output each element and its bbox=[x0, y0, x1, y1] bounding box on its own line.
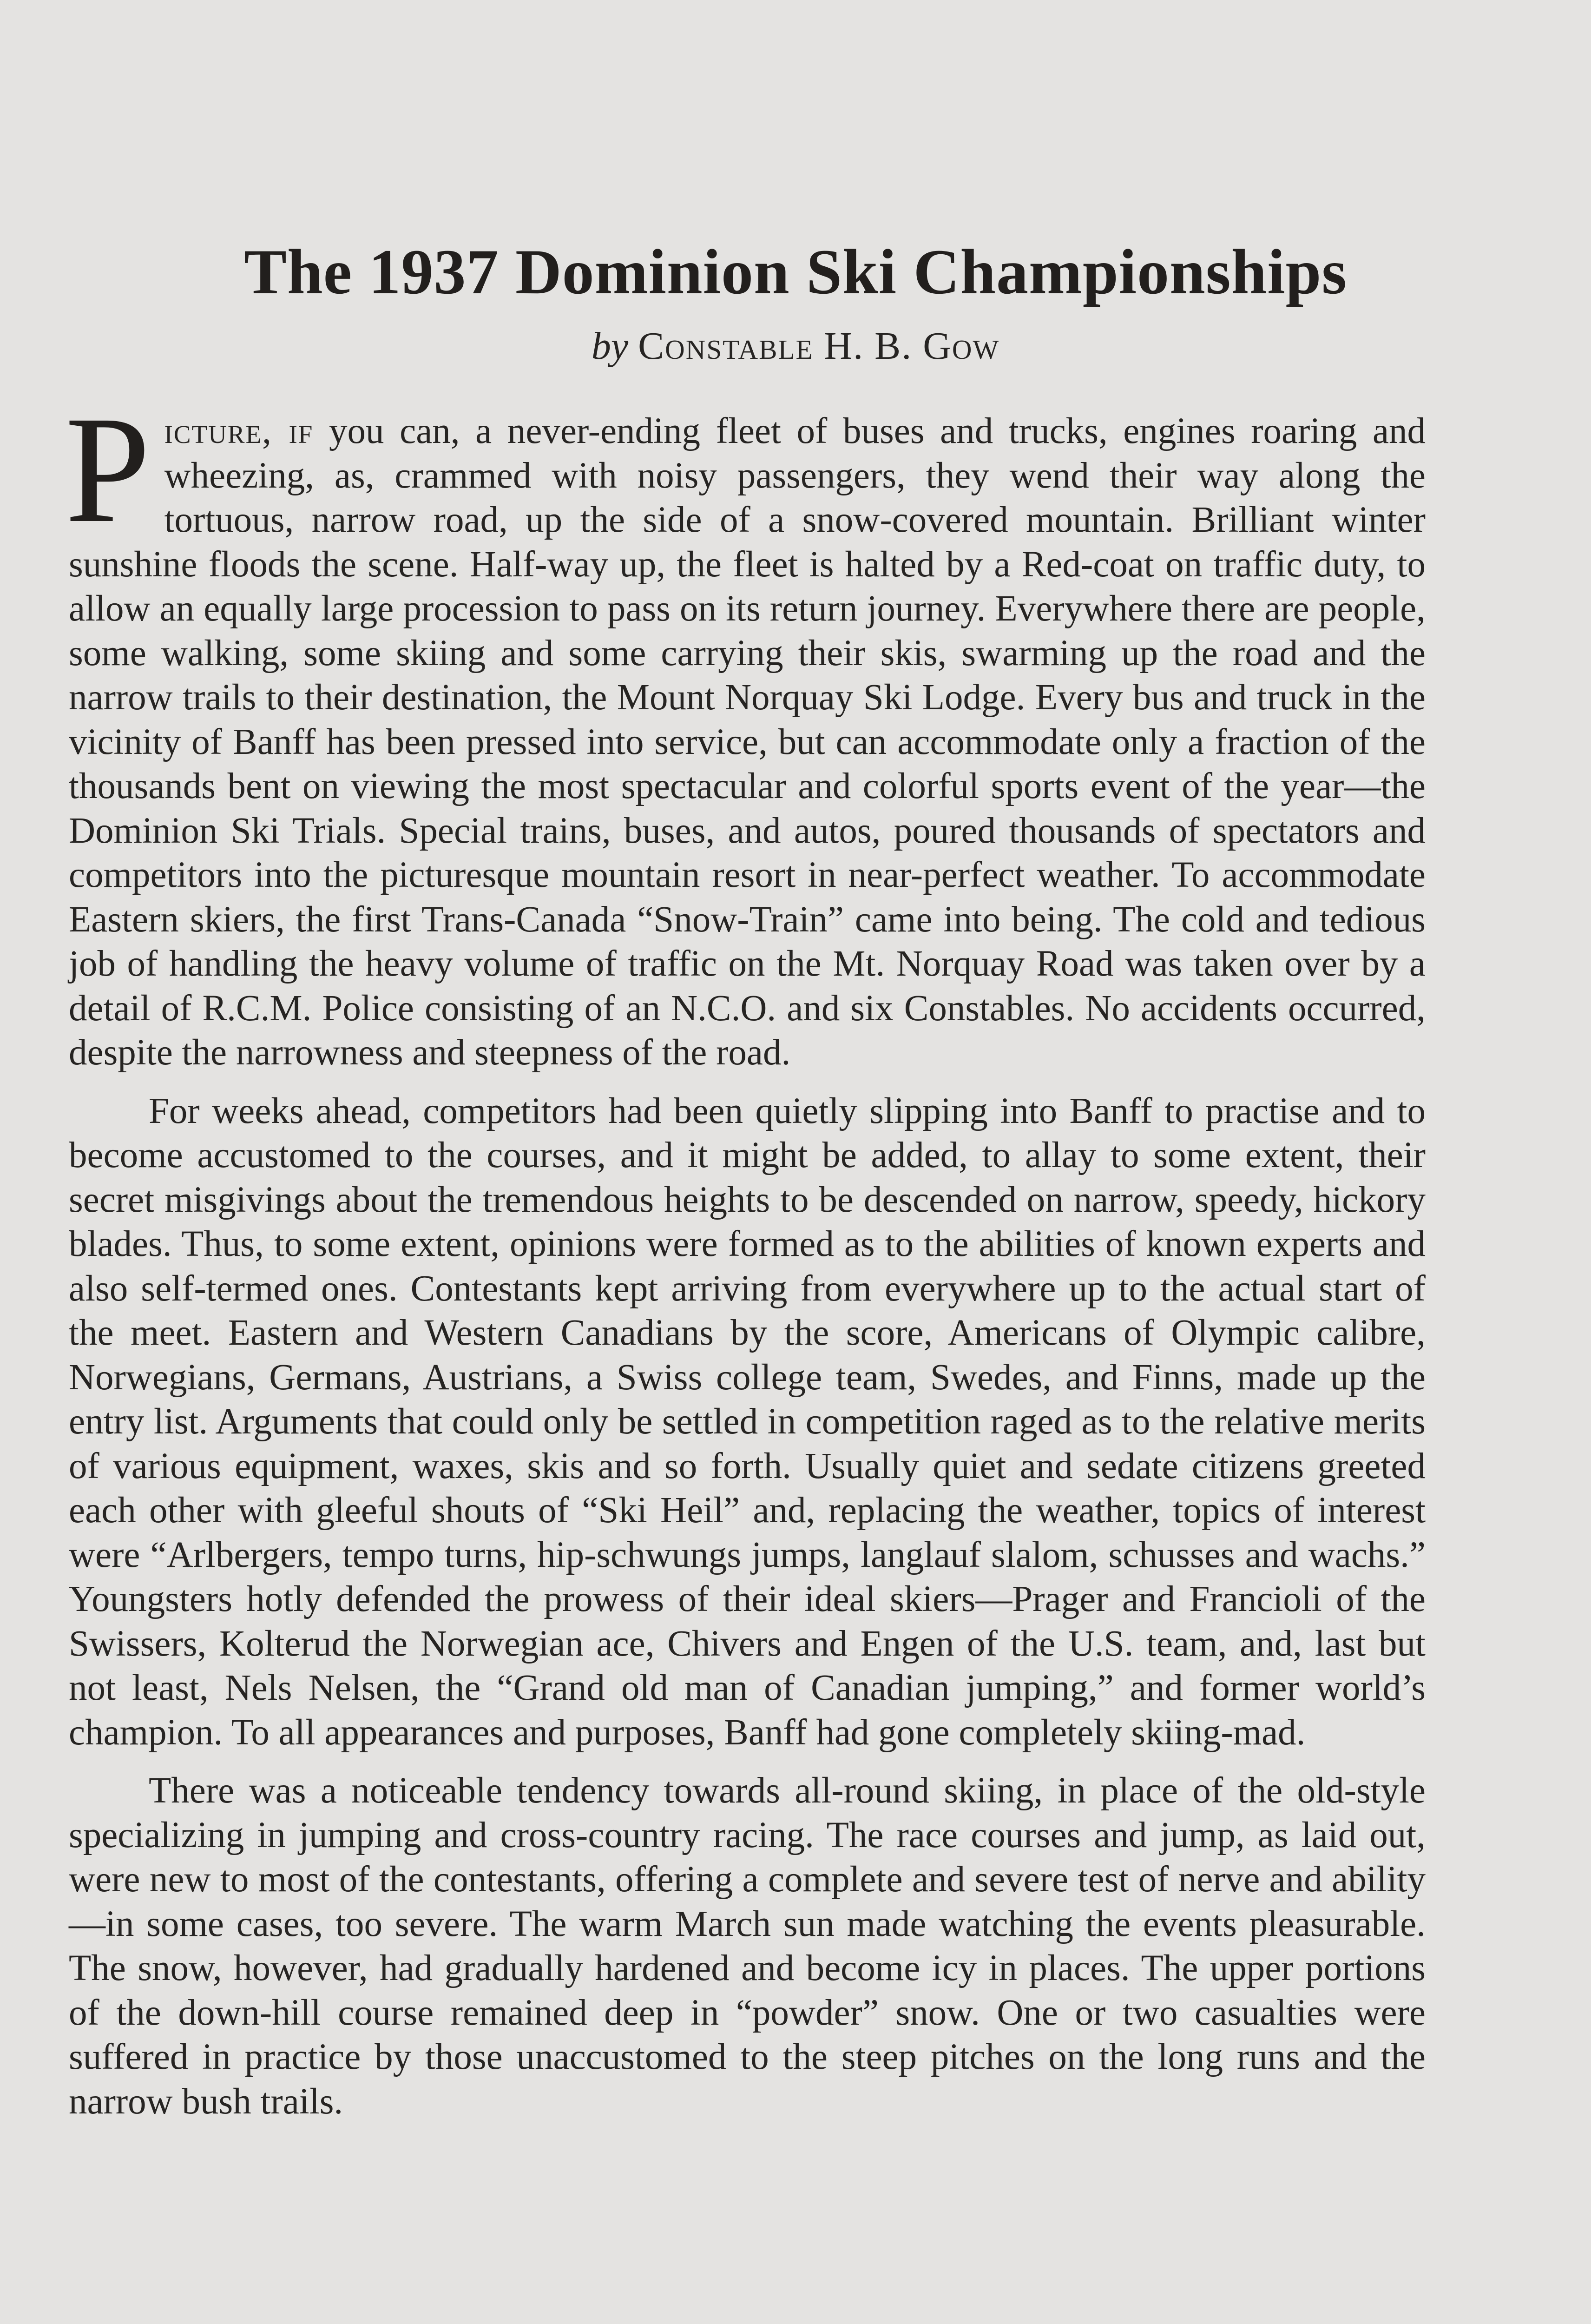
paragraph-1-text: you can, a never-ending fleet of buses and trucks, engines roaring and wheezing, as, crammed with noisy passengers, they wend their way along the tortuous, narrow road, up the side of a snow-covered mountain. Brilliant winter sunshine floods the scene. Half-way up, the fleet is halted by a Red-coat on traffic duty, to allow an equally large procession to pass on its return journey. Everywhere there are people, some walking, some skiing and some carrying their skis, swarming up the road and the narrow trails to their destination, the Mount Norquay Ski Lodge. Every bus and truck in the vicinity of Banff has been pressed into service, but can accommodate only a fraction of the thousands bent on viewing the most spectacular and colorful sports event of the year—the Dominion Ski Trials. Special trains, buses, and autos, poured thousands of spectators and competitors into the picturesque mountain resort in near-perfect weather. To accommodate Eastern skiers, the first Trans-Canada “Snow-Train” came into being. The cold and tedious job of handling the heavy volume of traffic on the Mt. Norquay Road was taken over by a detail of R.C.M. Police consisting of an N.C.O. and six Constables. No accidents occurred, despite the narrowness and steepness of the road. bbox=[69, 411, 1426, 1073]
drop-cap: P bbox=[65, 385, 151, 555]
paragraph-2: For weeks ahead, competitors had been quietly slipping into Banff to practise and to become accustomed to the courses, and it might be added, to allay to some extent, their secret misgivings about the tremendous heights to be descended on narrow, speedy, hickory blades. Thus, to some extent, opinions were formed as to the abilities of known experts and also self-termed ones. Contestants kept arriving from everywhere up to the actual start of the meet. Eastern and Western Canadians by the score, Americans of Olympic calibre, Norwegians, Germans, Austrians, a Swiss college team, Swedes, and Finns, made up the entry list. Arguments that could only be settled in competition raged as to the relative merits of various equipment, waxes, skis and so forth. Usually quiet and sedate citizens greeted each other with gleeful shouts of “Ski Heil” and, replacing the weather, topics of interest were “Arlbergers, tempo turns, hip-schwungs jumps, langlauf slalom, schusses and wachs.” Youngsters hotly defended the prowess of their ideal skiers—Prager and Francioli of the Swissers, Kolterud the Norwegian ace, Chivers and Engen of the U.S. team, and, last but not least, Nels Nelsen, the “Grand old man of Canadian jumping,” and former world’s champion. To all appearances and purposes, Banff had gone completely skiing-mad. bbox=[69, 1090, 1426, 1753]
byline-by: by bbox=[591, 324, 629, 368]
paragraph-3: There was a noticeable tendency towards all-round skiing, in place of the old-style specializing in jumping and cross-country racing. The race courses and jump, as laid out, were new to most of the contestants, offering a complete and severe test of nerve and ability—in some cases, too severe. The warm March sun made watching the events pleasurable. The snow, however, had gradually hardened and become icy in places. The upper portions of the down-hill course remained deep in “powder” snow. One or two casualties were suffered in practice by those unaccustomed to the steep pitches on the long runs and the narrow bush trails. bbox=[69, 1770, 1426, 2122]
article-title: The 1937 Dominion Ski Championships bbox=[243, 236, 1348, 307]
paragraph-1 bbox=[65, 385, 1426, 1075]
byline-author: Constable H. B. Gow bbox=[638, 324, 1000, 368]
lead-small-caps: icture, if bbox=[164, 411, 314, 451]
article-body bbox=[65, 385, 1426, 2124]
byline bbox=[0, 321, 1591, 372]
